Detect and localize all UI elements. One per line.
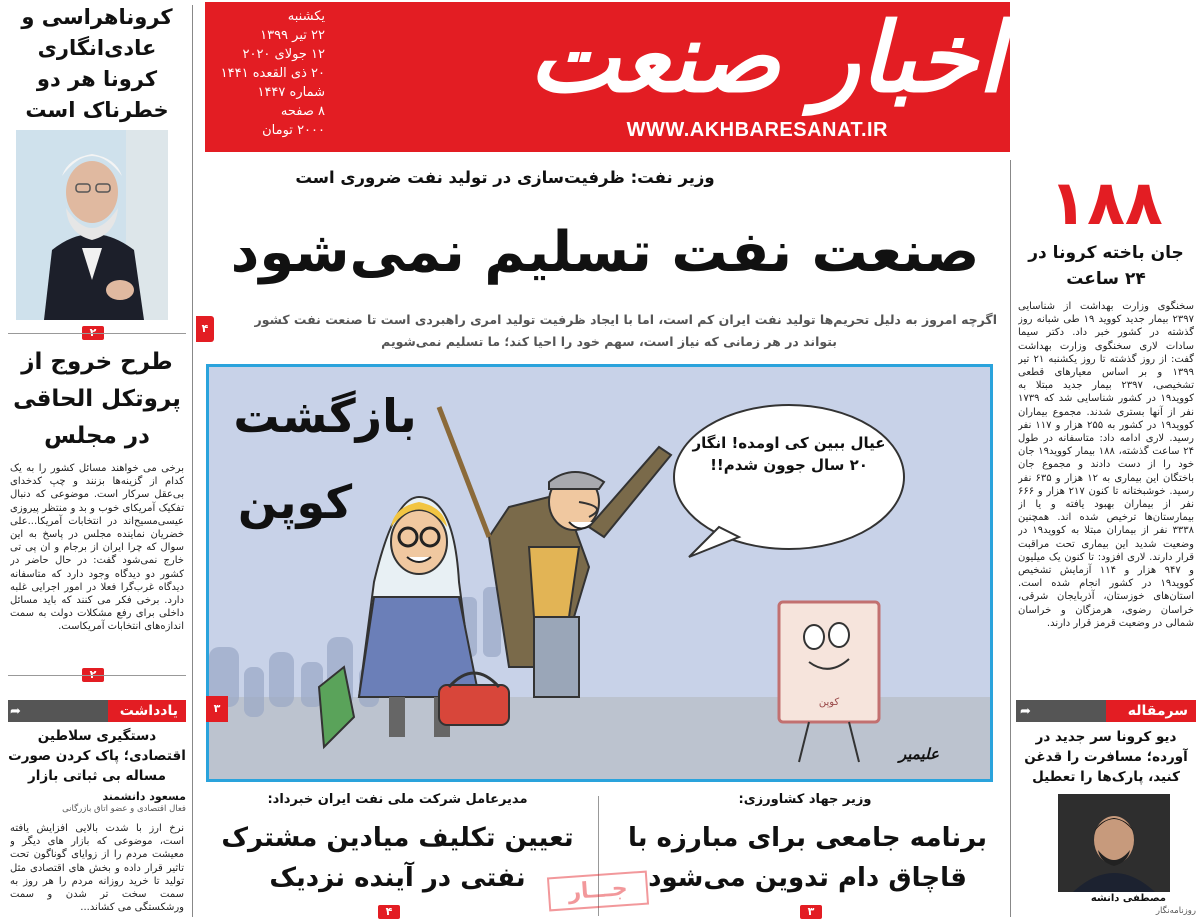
sarmaghaleh-label: سرمقاله (1106, 700, 1196, 722)
main-kicker[interactable]: وزیر نفت: ظرفیت‌سازی در تولید نفت ضروری است (295, 168, 715, 187)
main-lead-1: اگرچه امروز به دلیل تحریم‌ها تولید نفت ایران کم است، اما با ایجاد ظرفیت تولید امری راهبردی است تا صنعت نفت کشور (254, 312, 997, 327)
rouhani-photo (16, 130, 168, 320)
portrait-icon (16, 130, 168, 320)
page-number-badge[interactable]: ۴ (378, 905, 400, 919)
watermark-stamp: جـــار (547, 871, 649, 912)
sarmaghaleh-author-role: روزنامه‌نگار (1155, 906, 1196, 916)
bottom-left-kicker[interactable]: مدیرعامل شرکت ملی نفت ایران خبرداد: (267, 792, 528, 807)
bottom-right-kicker[interactable]: وزیر جهاد کشاورزی: (738, 792, 872, 807)
divider (8, 675, 186, 676)
website-url[interactable]: WWW.AKHBARESANAT.IR (626, 119, 888, 141)
arrow-icon: ➦ (10, 704, 21, 719)
yaddasht-body: نرخ ارز با شدت بالایی افزایش یافته است، موضوعی که بازار های دیگر و معیشت مردم را از زوایای گوناگون تحت تاثیر قرار داده و بخش های اقتصادی مثل تولید تا خرید روزانه مردم را هر روز به سمت سخت تر شدن و سمت ورشکستگی می کشاند... (10, 823, 184, 914)
main-lead-2: بتواند در هر زمانی که نیاز است، سهم خود را احیا کند؛ ما تسلیم نمی‌شویم (381, 334, 837, 349)
arrow-icon: ➦ (1020, 704, 1031, 719)
page-number-badge[interactable]: ۳ (800, 905, 822, 919)
death-toll-number[interactable]: ۱۸۸ (1049, 166, 1163, 239)
sarmaghaleh-title[interactable]: دیو کرونا سر جدید در آورده؛ مسافرت را قدغن کنید، پارک‌ها را تعطیل (1024, 729, 1188, 785)
yaddasht-label: یادداشت (108, 700, 186, 722)
dateline (215, 7, 325, 140)
cartoon-caption-1: بازگشت (233, 389, 417, 443)
author-photo (1058, 794, 1170, 892)
covid-report-body: سخنگوی وزارت بهداشت از شناسایی ۲۳۹۷ بیمار جدید کووید ۱۹ طی شبانه روز گذشته در کشور خبر داد. دکتر سیما سادات لاری سخنگوی وزارت بهداشت گفت: از روز گذشته تا روز یکشنبه ۲۱ تیر ۱۳۹۹ و بر اساس معیارهای قطعی تشخیصی، ۲۳۹۷ بیمار جدید مبتلا به کووید۱۹ در کشور شناسایی شد که ۱۷۳۹ نفر از آنها بستری شدند. مجموع بیماران کووید۱۹ در کشور به ۲۵۵ هزار و ۱۱۷ نفر رسید. لاری ادامه داد: متاسفانه در طول ۲۴ ساعت گذشته، ۱۸۸ بیمار کووید۱۹ جان خود را از دست دادند و مجموع جان باختگان این بیماری به ۱۲ هزار و ۶۳۵ نفر رسید. خوشبختانه تا کنون ۲۱۷ هزار و ۶۶۶ نفر از بیماران بهبود یافته و یا از بیمارستان‌ها ترخیص شده اند. همچنین ۳۳۳۸ نفر از بیماران مبتلا به کووید۱۹ در وضعیت شدید این بیماری تحت مراقبت قرار دارند. لاری افزود: تا کنون یک میلیون و ۹۴۷ هزار و ۱۱۴ آزمایش تشخیص کووید۱۹ در کشور انجام شده است. استان‌های خوزستان، آذربایجان شرقی، خراسان رضوی، هرمزگان و خراسان شمالی در وضعیت قرمز قرار دارند. (1018, 301, 1194, 629)
left-mid-body: برخی می خواهند مسائل کشور را به یک کدام از گزینه‌ها بزنند و چپ کدخدای بی‌عقل سرکار است. موضوعی که دنبال تفکیک آمریکای خوب و بد و منتظر پیروزی عیسی‌مسیح‌اند در انتخابات آمریکا...علی خضریان نماینده مجلس در پاسخ به این سوال که چرا ایران از برجام و ان پی تی خارج نمی‌شود گفت: در حال حاضر در کشور دو دیدگاه وجود دارد که متاسفانه دیدگاه غرب‌گرا فعلا در امور اجرایی غلبه دارد. برخی فکر می کنند که باید مسائل داخلی برای رفع مشکلات دولت به سمت اندازه‌های انتخابات آمریکاست. (10, 463, 184, 633)
yaddasht-author-role: فعال اقتصادی و عضو اتاق بازرگانی (62, 804, 186, 814)
speech-bubble-text: عیال ببین کی اومده! انگار ۲۰ سال جوون شدم!! (692, 434, 886, 474)
left-top-headline[interactable]: کروناهراسی و عادی‌انگاری کرونا هر دو خطرناک است (21, 5, 173, 122)
issue-number: شماره ۱۴۴۷ (257, 85, 325, 100)
yaddasht-title[interactable]: دستگیری سلاطین اقتصادی؛ پاک کردن صورت مساله بی ثباتی بازار (8, 728, 186, 784)
sarmaghaleh-author: مصطفی دانشه (1090, 893, 1166, 904)
death-toll-subhead[interactable]: جان باخته کرونا در ۲۴ ساعت (1028, 243, 1184, 289)
bottom-left-headline[interactable]: تعیین تکلیف میادین مشترک نفتی در آینده نزدیک (221, 823, 574, 893)
dateline-day: یکشنبه (287, 9, 325, 24)
page-number-tab[interactable]: ۳ (206, 696, 228, 722)
page-number-tab[interactable]: ۴ (196, 316, 214, 342)
dateline-lunar: ۲۰ ذی القعده ۱۴۴۱ (220, 66, 325, 81)
page-count: ۸ صفحه (280, 104, 325, 119)
cartoonist-signature: علیمیر (899, 745, 939, 763)
coupon-label: کوپن (818, 697, 840, 708)
column-rule-left (192, 5, 193, 917)
dateline-gregorian: ۱۲ جولای ۲۰۲۰ (242, 47, 325, 62)
left-mid-headline[interactable]: طرح خروج از پروتکل الحاقی در مجلس (13, 349, 181, 449)
cartoon-caption-2: کوپن (237, 475, 353, 529)
newspaper-logo[interactable]: اخبار صنعت (528, 2, 1004, 114)
cartoon-frame (206, 364, 993, 782)
bottom-right-headline[interactable]: برنامه جامعی برای مبارزه با قاچاق دام تدوین می‌شود (627, 823, 988, 893)
column-rule-right (1010, 160, 1011, 917)
yaddasht-author: مسعود دانشمند (102, 790, 186, 803)
author-portrait-icon (1058, 794, 1170, 892)
price: ۲۰۰۰ تومان (262, 123, 325, 138)
masthead (205, 2, 1010, 152)
main-headline[interactable]: صنعت نفت تسلیم نمی‌شود (230, 220, 980, 285)
divider (8, 333, 186, 334)
dateline-solar: ۲۲ تیر ۱۳۹۹ (260, 28, 325, 43)
